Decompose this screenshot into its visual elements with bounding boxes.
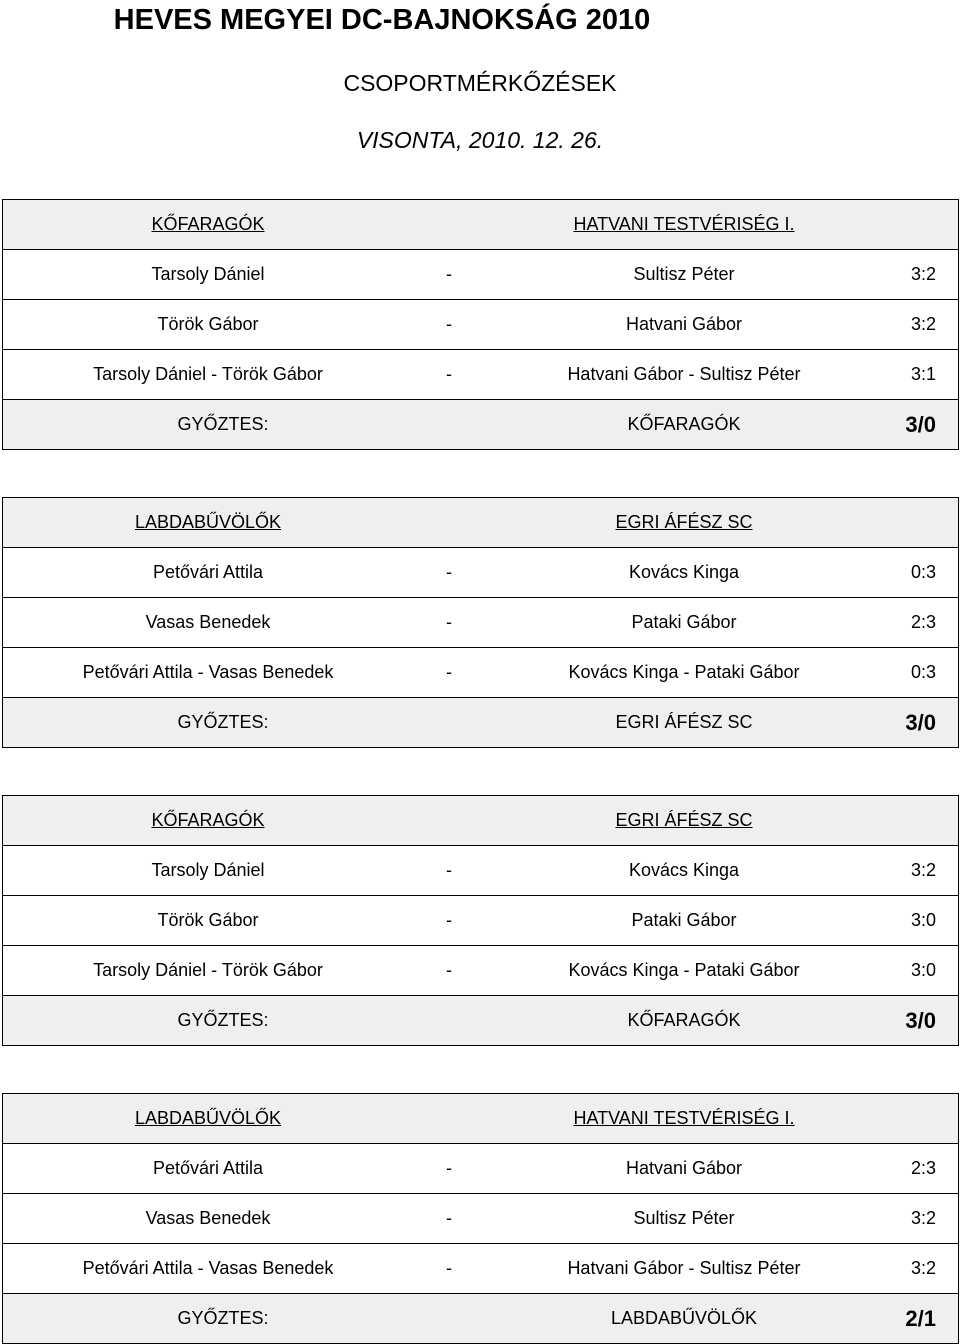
match-result: 2/1 [905,1306,936,1331]
versus-dash: - [446,662,452,682]
match-header-row [2,1093,959,1144]
winner-row [2,400,959,450]
game-score: 3:2 [910,314,936,334]
page-subtitle: CSOPORTMÉRKŐZÉSEK [343,70,617,96]
versus-dash: - [446,562,452,582]
player-a: Tarsoly Dániel [151,860,265,880]
game-score: 3:0 [910,910,936,930]
game-score: 3:2 [910,1258,936,1278]
game-score: 3:0 [910,960,936,980]
page-title: HEVES MEGYEI DC-BAJNOKSÁG 2010 [113,4,651,36]
winner-label: GYŐZTES: [177,712,269,732]
player-a: Török Gábor [157,314,259,334]
team-a-name: KŐFARAGÓK [151,214,265,234]
winner-label: GYŐZTES: [177,1010,269,1030]
game-row [2,1144,959,1194]
team-a-name: KŐFARAGÓK [151,810,265,830]
winner-row [2,996,959,1046]
game-row [2,1194,959,1244]
team-b-name: HATVANI TESTVÉRISÉG I. [573,214,795,234]
game-score: 0:3 [910,562,936,582]
player-b: Hatvani Gábor - Sultisz Péter [567,1258,801,1278]
player-a: Tarsoly Dániel - Török Gábor [93,960,323,980]
game-row [2,350,959,400]
winner-row [2,698,959,748]
winner-team: KŐFARAGÓK [627,414,741,434]
winner-label: GYŐZTES: [177,1308,269,1328]
versus-dash: - [446,314,452,334]
player-b: Sultisz Péter [633,1208,735,1228]
winner-row [2,1294,959,1344]
player-a: Petővári Attila - Vasas Benedek [82,1258,334,1278]
player-a: Tarsoly Dániel [151,264,265,284]
venue-date: VISONTA, 2010. 12. 26. [356,127,604,153]
winner-team: KŐFARAGÓK [627,1010,741,1030]
player-b: Hatvani Gábor - Sultisz Péter [567,364,801,384]
winner-label: GYŐZTES: [177,414,269,434]
game-row [2,896,959,946]
player-b: Kovács Kinga [628,860,740,880]
game-score: 3:2 [910,264,936,284]
match-table [2,199,959,450]
player-b: Hatvani Gábor [625,1158,743,1178]
player-a: Petővári Attila [152,562,264,582]
versus-dash: - [446,860,452,880]
player-a: Petővári Attila [152,1158,264,1178]
game-row [2,946,959,996]
player-a: Török Gábor [157,910,259,930]
team-b-name: EGRI ÁFÉSZ SC [615,810,753,830]
winner-team: LABDABŰVÖLŐK [610,1308,758,1328]
game-row [2,250,959,300]
versus-dash: - [446,264,452,284]
game-row [2,846,959,896]
match-result: 3/0 [905,412,936,437]
game-score: 3:1 [910,364,936,384]
match-table [2,1093,959,1344]
team-a-name: LABDABŰVÖLŐK [134,1108,282,1128]
player-b: Pataki Gábor [631,612,737,632]
player-a: Vasas Benedek [145,1208,271,1228]
game-row [2,548,959,598]
versus-dash: - [446,1208,452,1228]
versus-dash: - [446,1158,452,1178]
match-header-row [2,497,959,548]
winner-team: EGRI ÁFÉSZ SC [615,712,753,732]
match-table [2,497,959,748]
game-row [2,1244,959,1294]
game-score: 0:3 [910,662,936,682]
player-b: Kovács Kinga - Pataki Gábor [568,960,800,980]
match-result: 3/0 [905,710,936,735]
player-a: Petővári Attila - Vasas Benedek [82,662,334,682]
player-a: Vasas Benedek [145,612,271,632]
team-b-name: HATVANI TESTVÉRISÉG I. [573,1108,795,1128]
player-b: Sultisz Péter [633,264,735,284]
game-score: 3:2 [910,860,936,880]
game-row [2,300,959,350]
player-b: Kovács Kinga - Pataki Gábor [568,662,800,682]
player-b: Kovács Kinga [628,562,740,582]
versus-dash: - [446,1258,452,1278]
match-header-row [2,795,959,846]
game-row [2,648,959,698]
player-a: Tarsoly Dániel - Török Gábor [93,364,323,384]
match-table [2,795,959,1046]
match-header-row [2,199,959,250]
game-score: 2:3 [910,612,936,632]
team-b-name: EGRI ÁFÉSZ SC [615,512,753,532]
versus-dash: - [446,910,452,930]
versus-dash: - [446,612,452,632]
match-result: 3/0 [905,1008,936,1033]
game-score: 3:2 [910,1208,936,1228]
team-a-name: LABDABŰVÖLŐK [134,512,282,532]
versus-dash: - [446,960,452,980]
player-b: Hatvani Gábor [625,314,743,334]
game-row [2,598,959,648]
game-score: 2:3 [910,1158,936,1178]
versus-dash: - [446,364,452,384]
player-b: Pataki Gábor [631,910,737,930]
